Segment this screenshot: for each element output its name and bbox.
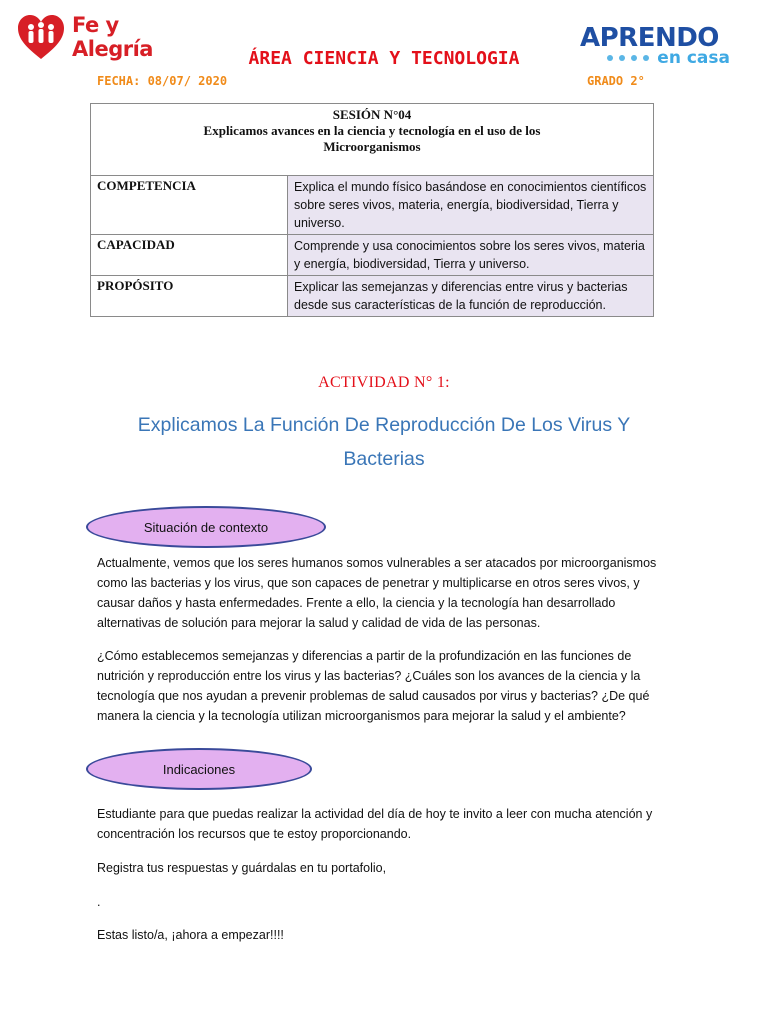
row-label: COMPETENCIA [91, 176, 288, 235]
session-header-cell [91, 104, 654, 176]
context-paragraph-1: Actualmente, vemos que los seres humanos somos vulnerables a ser atacados por microorganismos como las bacterias y los virus, que son capaces de penetrar y multiplicarse en otros seres vivos, y causar daños y hasta enfermedades. Frente a ello, la ciencia y la tecnología han desarrollado alternativas de solución para mejorar la salud y calidad de vida de las personas. [97, 556, 657, 630]
context-section-label: Situación de contexto [143, 519, 269, 535]
activity-title: Explicamos La Función De Reproducción De Los Virus Y Bacterias [137, 414, 631, 470]
grade-label: GRADO 2° [587, 74, 645, 88]
table-row [91, 276, 654, 317]
row-text: Explica el mundo físico basándose en conocimientos científicos sobre seres vivos, materia, energía, biodiversidad, Tierra y universo. [288, 176, 654, 235]
decorative-dots-icon [607, 55, 649, 61]
indications-paragraph-4: Estas listo/a, ¡ahora a empezar!!!! [97, 928, 284, 942]
indications-paragraph-3: . [97, 895, 101, 909]
session-subtitle: Explicamos avances en la ciencia y tecnología en el uso de los Microorganismos [203, 123, 541, 154]
row-text: Comprende y usa conocimientos sobre los seres vivos, materia y energía, biodiversidad, Tierra y universo. [288, 235, 654, 276]
aprendo-en-casa-logo [580, 24, 730, 74]
indications-paragraph-2: Registra tus respuestas y guárdalas en tu portafolio, [97, 861, 387, 875]
row-label: CAPACIDAD [91, 235, 288, 276]
date-label: FECHA: 08/07/ 2020 [97, 74, 228, 88]
session-table [90, 103, 654, 317]
indications-paragraph-1: Estudiante para que puedas realizar la actividad del día de hoy te invito a leer con mucha atención y concentración los recursos que te estoy proporcionando. [97, 807, 653, 841]
logo-left-text: Fe y Alegría [72, 13, 153, 61]
indications-section-label: Indicaciones [162, 761, 236, 777]
activity-label: ACTIVIDAD N° 1: [318, 374, 450, 391]
area-title: ÁREA CIENCIA Y TECNOLOGIA [248, 48, 520, 69]
session-title: SESIÓN N°04 [332, 107, 412, 122]
logo-right-sub: en casa [657, 48, 730, 68]
logo-right-main: APRENDO [580, 23, 719, 53]
table-row [91, 235, 654, 276]
table-row [91, 176, 654, 235]
indications-section-badge [86, 748, 312, 790]
context-paragraph-2: ¿Cómo establecemos semejanzas y diferencias a partir de la profundización en las funciones de nutrición y reproducción entre los virus y las bacterias? ¿Cuáles son los avances de la ciencia y la tecnología que nos ayudan a prevenir problemas de salud causados por virus y bacterias? ¿De qué manera la ciencia y la tecnología utilizan microorganismos para mejorar la salud y el ambiente? [97, 649, 650, 723]
row-label: PROPÓSITO [91, 276, 288, 317]
row-text: Explicar las semejanzas y diferencias entre virus y bacterias desde sus características de la función de reproducción. [288, 276, 654, 317]
context-section-badge [86, 506, 326, 548]
session-header-row [91, 104, 654, 176]
